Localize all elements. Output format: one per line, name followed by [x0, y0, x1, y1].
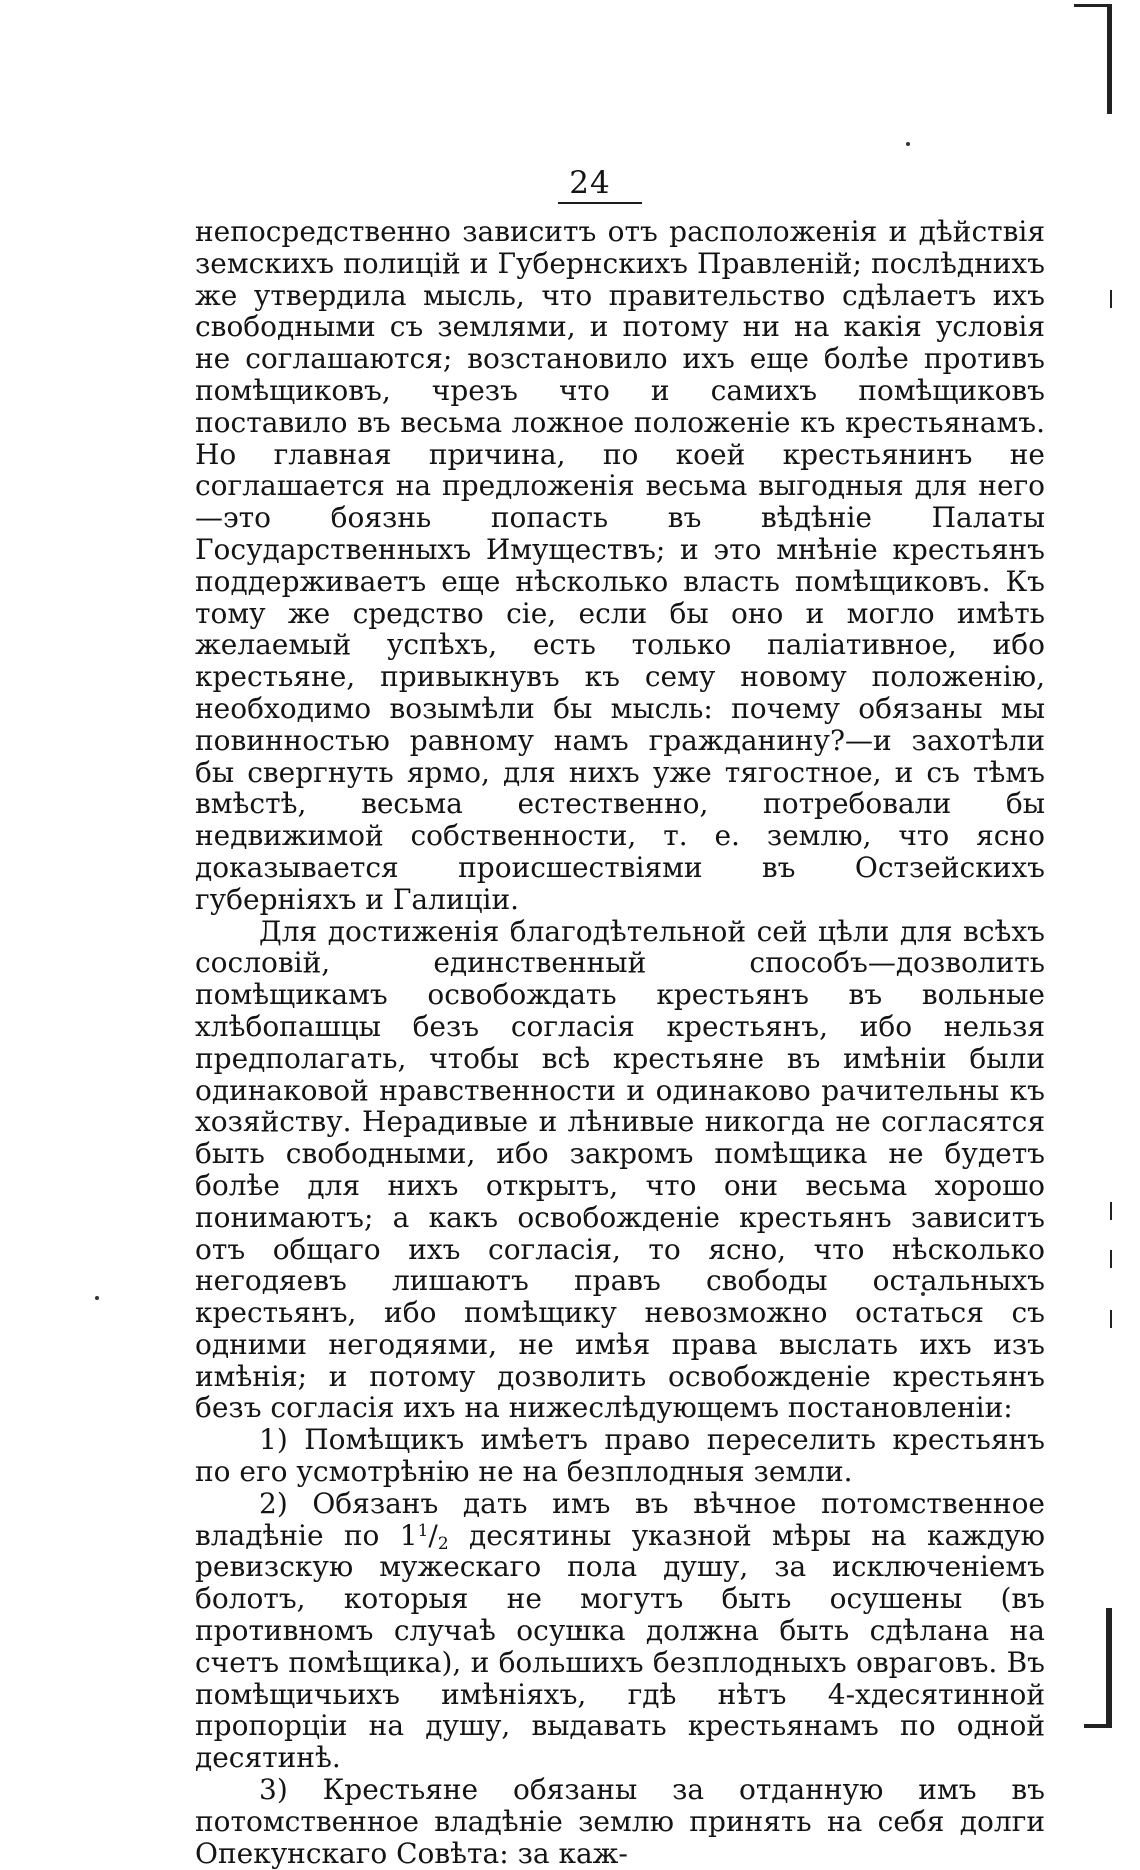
- scan-speck: [906, 142, 910, 146]
- paragraph-continuation: непосредственно зависитъ отъ расположенія и дѣйствія земскихъ полицій и Губернскихъ Правленій; послѣднихъ же утвердила мысль, что правительство сдѣлаетъ ихъ свободными съ землями, и потому ни на какія условія не соглашаются; возстановило ихъ еще болѣе противъ помѣщиковъ, чрезъ что и самихъ помѣщиковъ поставило въ весьма ложное положеніе къ крестьянамъ. Но главная причина, по коей крестьянинъ не соглашается на предложенія весьма выгодныя для него—это боязнь попасть въ вѣдѣніе Палаты Государственныхъ Имуществъ; и это мнѣніе крестьянъ поддерживаетъ еще нѣсколько власть помѣщиковъ. Къ тому же средство сіе, если бы оно и могло имѣть желаемый успѣхъ, есть только паліативное, ибо крестьяне, привыкнувъ къ сему новому положенію, необходимо возымѣли бы мысль: почему обязаны мы повинностью равному намъ гражданину?—и захотѣли бы свергнуть ярмо, для нихъ уже тягостное, и съ тѣмъ вмѣстѣ, весьма естественно, потребовали бы недвижимой собственности, т. е. землю, что ясно доказывается происшествіями въ Остзейскихъ губерніяхъ и Галиціи.: [195, 215, 1045, 916]
- page-number-underline: [558, 202, 642, 204]
- page-number: 24: [569, 165, 611, 201]
- list-item-2-rest: десятины указной мѣры на каждую ревизскую мужескаго пола душу, за исключеніемъ болотъ, которыя не могутъ быть осушены (въ противномъ случаѣ осушка должна быть сдѣлана на счетъ помѣщика), и большихъ безплодныхъ овраговъ. Въ помѣщичьихъ имѣніяхъ, гдѣ нѣтъ 4-хдесятинной пропорціи на душу, выдавать крестьянамъ по одной десятинѣ.: [195, 1518, 1045, 1775]
- binding-edge-tick: [1110, 1310, 1112, 1328]
- binding-edge-mark-top: [1107, 4, 1112, 114]
- scan-speck: [95, 1296, 99, 1300]
- list-item-2: 2) Обязанъ дать имъ въ вѣчное потомственное владѣніе по $1^1/_2$ десятины указной мѣры на каждую ревизскую мужескаго пола душу, за исключеніемъ болотъ, которыя не могутъ быть осушены (въ противномъ случаѣ осушка должна быть сдѣлана на счетъ помѣщика), и большихъ безплодныхъ овраговъ. Въ помѣщичьихъ имѣніяхъ, гдѣ нѣтъ 4-хдесятинной пропорціи на душу, выдавать крестьянамъ по одной десятинѣ.: [195, 1486, 1045, 1775]
- paragraph-proposal: Для достиженія благодѣтельной сей цѣли для всѣхъ сословій, единственный способъ—дозволить помѣщикамъ освобождать крестьянъ въ вольные хлѣбопашцы безъ согласія крестьянъ, ибо нельзя предполагать, чтобы всѣ крестьяне въ имѣніи были одинаковой нравственности и одинаково рачительны къ хозяйству. Нерадивые и лѣнивые никогда не согласятся быть свободными, ибо закромъ помѣщика не будетъ болѣе для нихъ открытъ, что они весьма хорошо понимаютъ; а какъ освобожденіе крестьянъ зависитъ отъ общаго ихъ согласія, то ясно, что нѣсколько негодяевъ лишаютъ правъ свободы остальныхъ крестьянъ, ибо помѣщику невозможно остаться съ одними негодяями, не имѣя права выслать ихъ изъ имѣнія; и потому дозволить освобожденіе крестьянъ безъ согласія ихъ на нижеслѣдующемъ постановленіи:: [195, 914, 1045, 1425]
- fraction-numerator: 1: [417, 1520, 429, 1541]
- list-item-2-start: 2) Обязанъ дать имъ въ вѣчное потомственное владѣніе по 1: [195, 1486, 1045, 1552]
- binding-edge-mark-bottom-cap: [1084, 1724, 1112, 1728]
- binding-edge-tick: [1110, 1202, 1112, 1220]
- fraction-denominator: 2: [437, 1533, 449, 1554]
- binding-edge-mark-bottom: [1106, 1608, 1112, 1728]
- list-item-3: 3) Крестьяне обязаны за отданную имъ въ потомственное владѣніе землю принять на себя долги Опекунскаго Совѣта: за каж-: [195, 1773, 1045, 1870]
- binding-edge-tick: [1110, 290, 1112, 308]
- binding-edge-tick: [1110, 1250, 1112, 1268]
- list-item-1: 1) Помѣщикъ имѣетъ право переселить крестьянъ по его усмотрѣнію не на безплодныя земли.: [195, 1423, 1045, 1489]
- body-text: [195, 216, 1045, 1869]
